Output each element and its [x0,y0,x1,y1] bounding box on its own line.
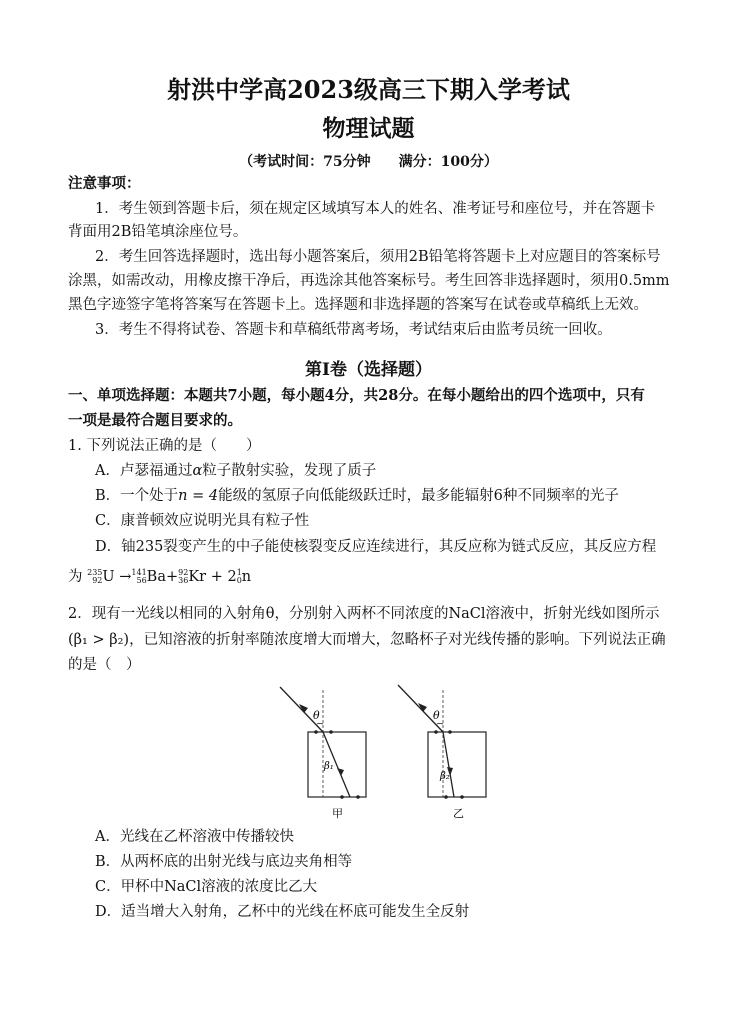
exam-title: 射洪中学高2023级高三下期入学考试 [167,75,570,104]
plus-two: + 2 [210,569,237,585]
cup-yi-beta-label: β₂ [440,771,450,782]
cup-jia-arrow-2 [337,768,344,776]
reaction-arrow: → [119,569,132,585]
notice-item-3: 3．考生不得将试卷、答题卡和草稿纸带离考场，考试结束后由监考员统一回收。 [95,322,612,338]
q1-b-text-2: 能级的氢原子向低能级跃迁时，最多能辐射6种不同频率的光子 [218,488,619,504]
krypton-symbol: Kr [188,569,207,585]
q2-option-c: C．甲杯中NaCl溶液的浓度比乙大 [95,879,318,895]
subject-title: 物理试题 [322,115,415,142]
notice-item-1-line-1: 1．考生领到答题卡后，须在规定区域填写本人的姓名、准考证号和座位号，并在答题卡 [95,201,656,217]
alpha-symbol: α [192,463,203,479]
notice-item-2-line-3: 黑色字迹签字笔将答案写在答题卡上。选择题和非选择题的答案写在试卷或草稿纸上无效。 [68,297,648,313]
uranium-symbol: U [102,569,115,585]
kr-atomic-number: 36 [178,576,189,585]
q1-b-text-1: B．一个处于 [95,488,179,504]
cup-jia [280,687,366,820]
q1-d-prefix: 为 [68,569,83,585]
q2-option-d: D．适当增大入射角，乙杯中的光线在杯底可能发生全反射 [95,904,470,920]
q1-a-text-2: 粒子散射实验，发现了质子 [202,463,377,479]
notice-item-2-line-2: 涂黑，如需改动，用橡皮擦干净后，再选涂其他答案标号。考生回答非选择题时，须用0.5mm [68,273,670,289]
barium-symbol: Ba [146,569,166,585]
q2-stem-line-2: (β₁ > β₂)，已知溶液的折射率随浓度增大而增大，忽略杯子对光线传播的影响。下列说法正确 [68,632,666,648]
ba-mass-number: 141 [131,568,147,577]
q2-option-b: B．从两杯底的出射光线与底边夹角相等 [95,854,353,870]
plus-sign-1: + [165,569,179,585]
refraction-figure [268,675,498,825]
q1-option-d-equation [68,565,251,589]
q1-option-d-line-1: D．铀235裂变产生的中子能使核裂变反应连续进行，其反应称为链式反应，其反应方程 [95,539,657,555]
notice-heading: 注意事项： [68,175,141,192]
u-mass-number: 235 [87,568,103,577]
cup-yi-outline [428,732,486,797]
cup-yi-refracted-ray [443,732,454,797]
caption-yi: 乙 [453,807,464,820]
part1-instruction-line-2: 一项是最符合题目要求的。 [68,412,242,429]
cup-yi-theta-label: θ [433,709,440,722]
section-title: 第Ⅰ卷（选择题） [305,360,432,380]
u-atomic-number: 92 [92,576,103,585]
q1-a-text-1: A．卢瑟福通过 [95,463,193,479]
q2-stem-line-3: 的是（ ） [68,657,141,673]
neutron-symbol: n [241,569,252,585]
kr-mass-number: 92 [178,568,189,577]
q2-option-a: A．光线在乙杯溶液中传播较快 [95,829,294,845]
q2-stem-line-1: 2．现有一光线以相同的入射角θ，分别射入两杯不同浓度的NaCl溶液中，折射光线如图所示 [68,606,660,622]
notice-item-2-line-1: 2．考生回答选择题时，选出每小题答案后，须用2B铅笔将答题卡上对应题目的答案标号 [95,249,661,265]
cup-yi [398,685,486,820]
q1-option-a [95,459,376,483]
cup-jia-theta-label: θ [313,709,320,722]
n-equals-4: n = 4 [178,488,219,504]
n-atomic-number: 0 [236,576,242,585]
q1-stem: 1. 下列说法正确的是（ ） [68,438,261,454]
cup-jia-beta-label: β₁ [324,761,334,772]
exam-info: （考试时间：75分钟 满分：100分） [239,154,498,170]
ba-atomic-number: 56 [136,576,147,585]
caption-jia: 甲 [332,807,343,820]
n-mass-number: 1 [236,568,242,577]
notice-item-1-line-2: 背面用2B铅笔填涂座位号。 [68,224,248,240]
q1-option-b [95,484,619,508]
q1-option-c: C．康普顿效应说明光具有粒子性 [95,513,310,529]
part1-instruction-line-1: 一、单项选择题：本题共7小题，每小题4分，共28分。在每小题给出的四个选项中，只有 [68,387,645,404]
